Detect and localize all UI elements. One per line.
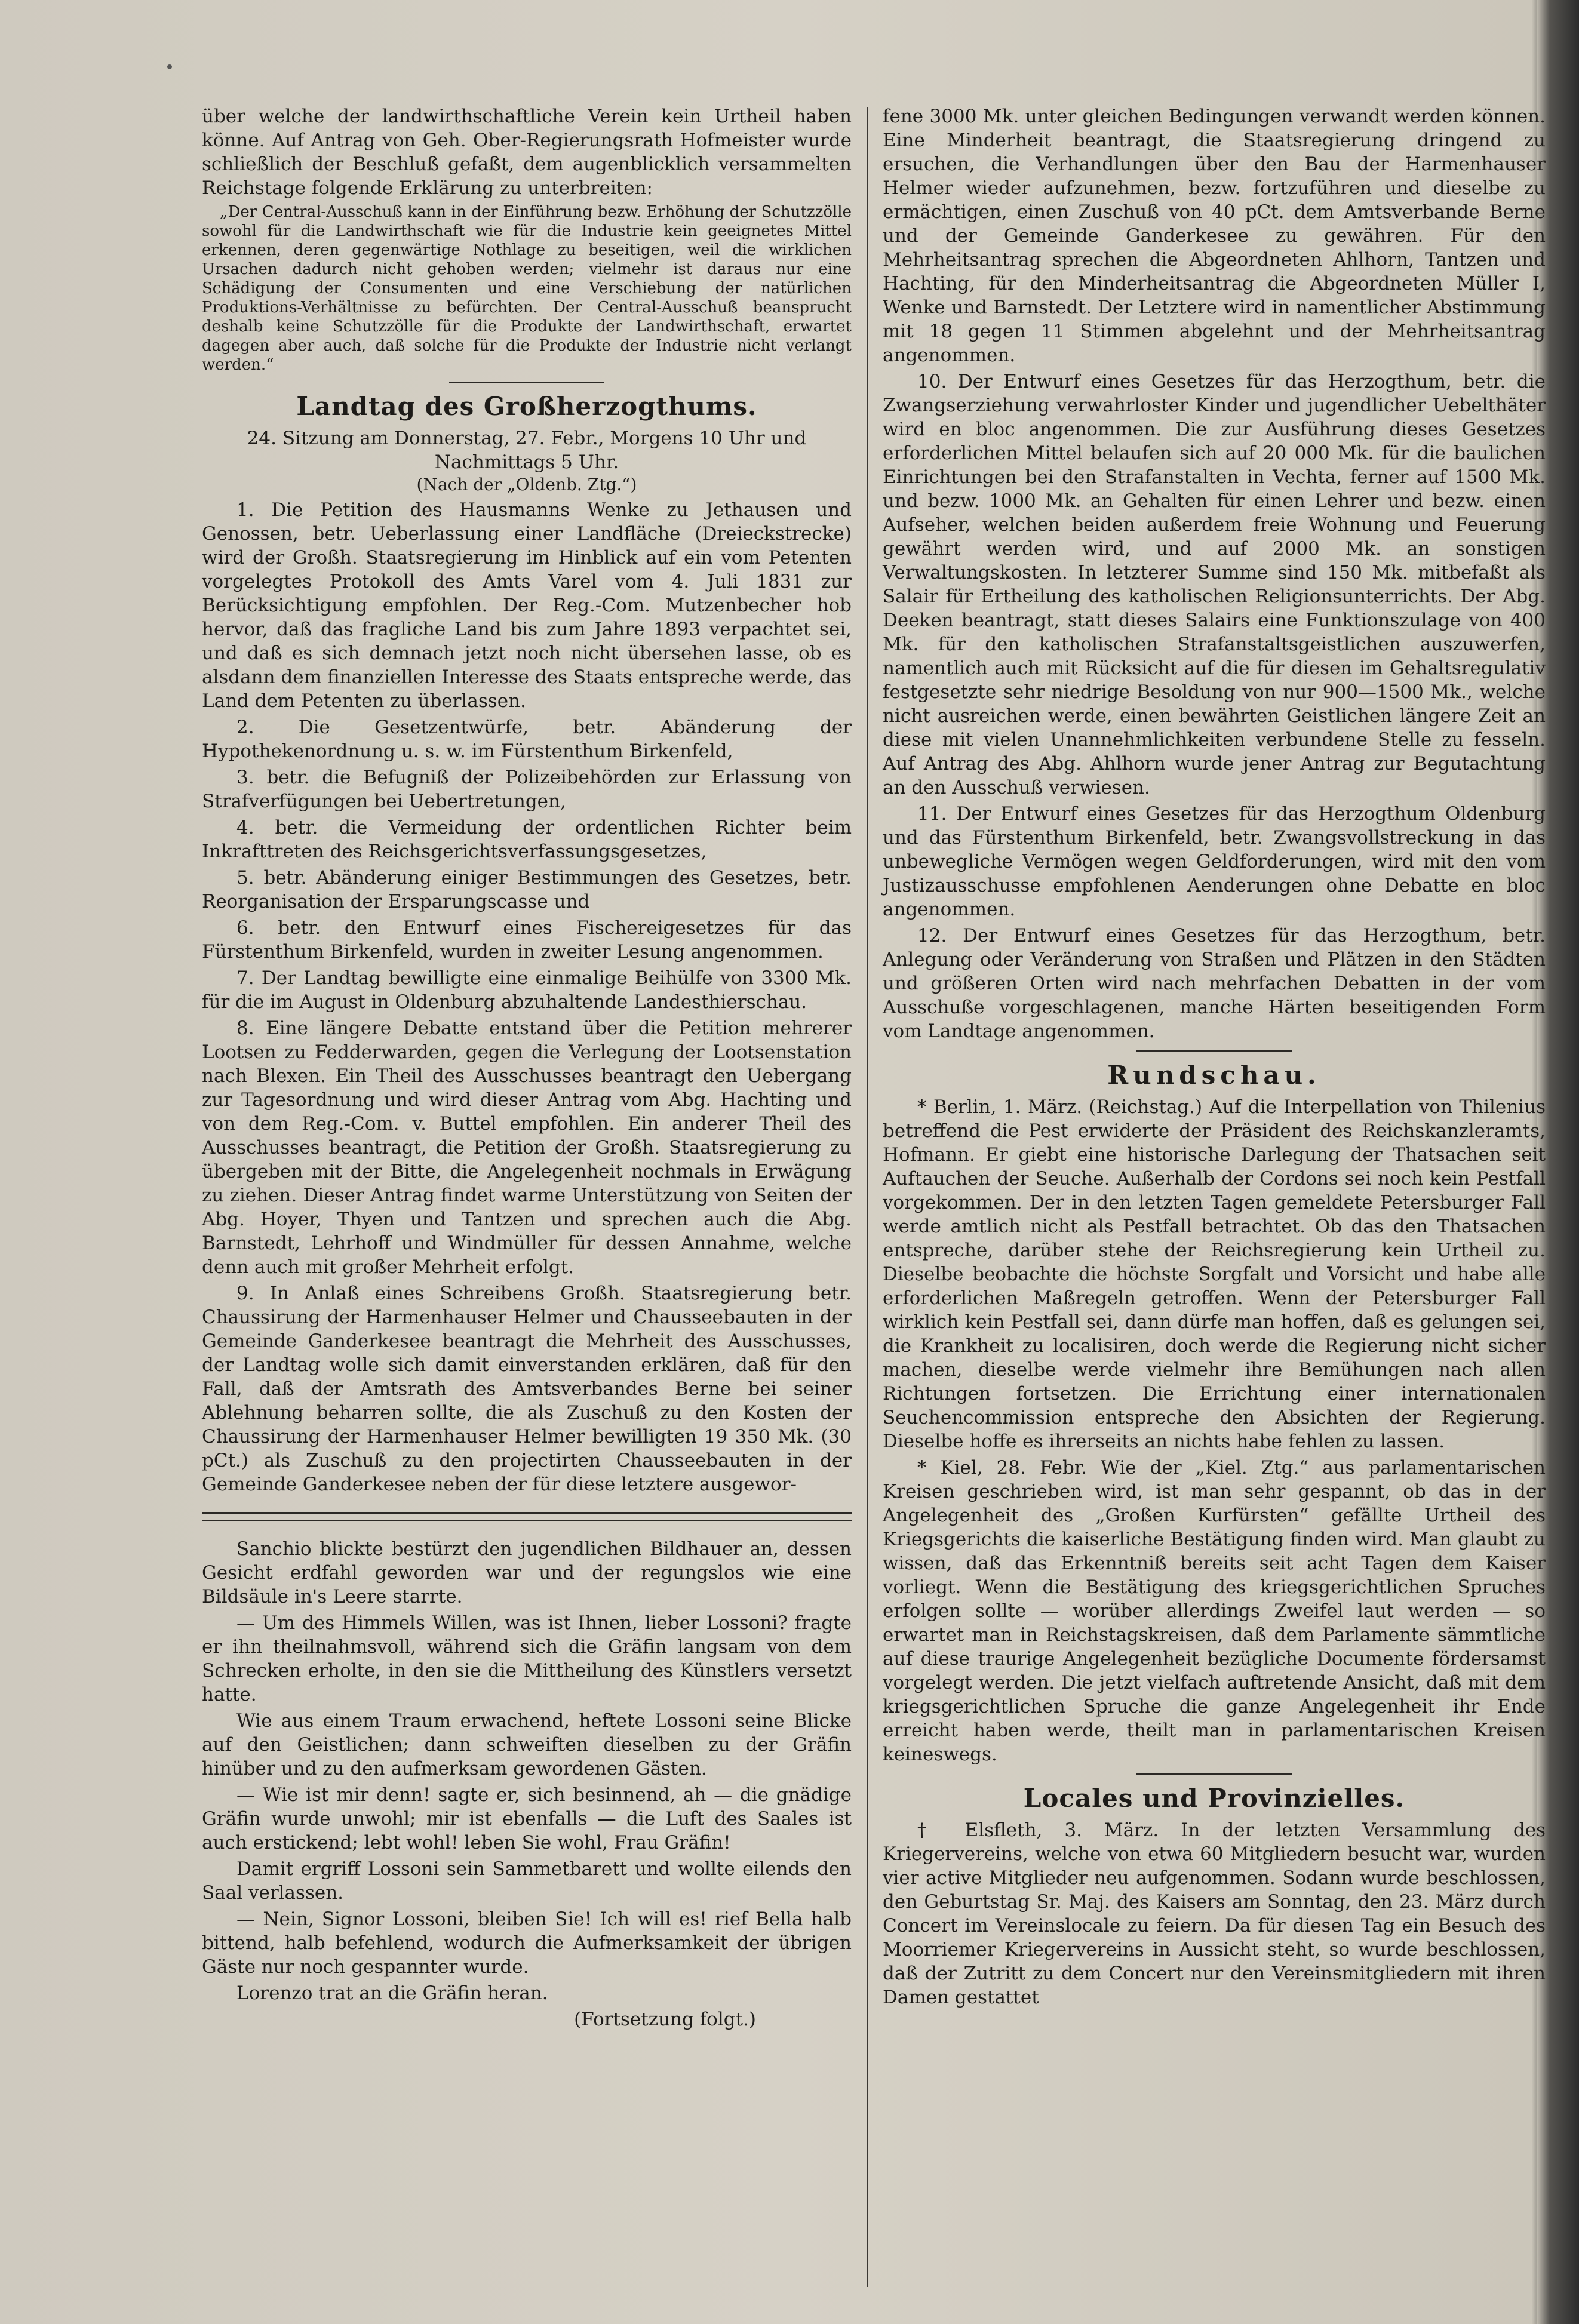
feuilleton-paragraph: — Wie ist mir denn! sagte er, sich besinnend, ah — die gnädige Gräfin wurde unwohl; mir ist ebenfalls — die Luft des Saales ist auch erstickend; lebt wohl! leben Sie wohl, Frau Gräfin! xyxy=(202,1784,852,1853)
feuilleton-paragraph: — Um des Himmels Willen, was ist Ihnen, lieber Lossoni? fragte er ihn theilnahmsvoll, während sich die Gräfin langsam von dem Schrecken erholte, in den sie die Mittheilung des Künstlers versetzt hatte. xyxy=(202,1612,852,1705)
agenda-item: 2. Die Gesetzentwürfe, betr. Abänderung der Hypothekenordnung u. s. w. im Fürstenthum Birkenfeld, xyxy=(202,717,852,762)
continuation-note: (Fortsetzung folgt.) xyxy=(574,2009,756,2030)
feuilleton-paragraph: Lorenzo trat an die Gräfin heran. xyxy=(236,1982,548,2004)
agenda-item-continued: fene 3000 Mk. unter gleichen Bedingungen verwandt werden können. Eine Minderheit beantragt, die Staatsregierung dringend zu ersuchen, die Verhandlungen über den Bau der Harmenhauser Helmer wieder aufzunehmen, bezw. fortzuführen und dieselbe zu ermächtigen, einen Zuschuß von 40 pCt. dem Amtsverbande Berne und der Gemeinde Ganderkesee zu gewähren. Für den Mehrheitsantrag sprechen die Abgeordneten Ahlhorn, Tantzen und Hachting, für den Minderheitsantrag die Abgeordneten Müller I, Wenke und Barnstedt. Der Letztere wird in namentlicher Abstimmung mit 18 gegen 11 Stimmen abgelehnt und der Mehrheitsantrag angenommen. xyxy=(883,106,1546,366)
agenda-item: 10. Der Entwurf eines Gesetzes für das Herzogthum, betr. die Zwangserziehung verwahrloster Kinder und jugendlicher Uebelthäter wird en bloc angenommen. Die zur Ausführung dieses Gesetzes erforderlichen Mittel belaufen sich auf 20 000 Mk. für die baulichen Einrichtungen bei den Strafanstalten in Vechta, ferner auf 1500 Mk. und bezw. 1000 Mk. an Gehalten für einen Lehrer und bezw. einen Aufseher, welchen beiden außerdem freie Wohnung und Feuerung gewährt werden wird, und auf 2000 Mk. an sonstigen Verwaltungskosten. In letzterer Summe sind 150 Mk. mitbefaßt als Salair für Ertheilung des katholischen Religionsunterrichts. Der Abg. Deeken beantragt, statt dieses Salairs eine Funktionszulage von 400 Mk. für den katholischen Strafanstaltsgeistlichen auszuwerfen, namentlich auch mit Rücksicht auf die für diesen im Gehaltsregulativ festgesetzte sehr niedrige Besoldung von nur 900—1500 Mk., welche nicht ausreichen werde, einen bewährten Geistlichen längere Zeit an diese mit vielen Unannehmlichkeiten verbundene Stelle zu fesseln. Auf Antrag des Abg. Ahlhorn wurde jener Antrag zur Begutachtung an den Ausschuß verwiesen. xyxy=(883,371,1546,798)
agenda-item: 6. betr. den Entwurf eines Fischereigesetzes für das Fürstenthum Birkenfeld, wurden in zweiter Lesung angenommen. xyxy=(202,917,852,963)
left-column xyxy=(202,104,852,2034)
agenda-item: 4. betr. die Vermeidung der ordentlichen Richter beim Inkrafttreten des Reichsgerichtsverfassungsgesetzes, xyxy=(202,817,852,862)
intro-paragraph: über welche der landwirthschaftliche Verein kein Urtheil haben könne. Auf Antrag von Geh. Ober-Regierungsrath Hofmeister wurde schließlich der Beschluß gefaßt, dem augenblicklich versammelten Reichstage folgende Erklärung zu unterbreiten: xyxy=(202,106,852,199)
agenda-item: 11. Der Entwurf eines Gesetzes für das Herzogthum Oldenburg und das Fürstenthum Birkenfeld, betr. Zwangsvollstreckung in das unbewegliche Vermögen wegen Geldforderungen, wird mit den vom Justizausschusse empfohlenen Aenderungen ohne Debatte en bloc angenommen. xyxy=(883,803,1546,920)
agenda-item: 9. In Anlaß eines Schreibens Großh. Staatsregierung betr. Chaussirung der Harmenhauser Helmer und Chausseebauten in der Gemeinde Ganderkesee beantragt die Mehrheit des Ausschusses, der Landtag wolle sich damit einverstanden erklären, daß für den Fall, daß der Amtsrath des Amtsverbandes Berne bei seiner Ablehnung beharren sollte, die als Zuschuß zu den Kosten der Chaussirung der Harmenhauser Helmer bewilligten 19 350 Mk. (30 pCt.) als Zuschuß zu den projectirten Chausseebauten in der Gemeinde Ganderkesee neben der für diese letztere ausgewor- xyxy=(202,1283,852,1495)
feuilleton-paragraph: — Nein, Signor Lossoni, bleiben Sie! Ich will es! rief Bella halb bittend, halb befehlend, wodurch die Aufmerksamkeit der übrigen Gäste nur noch gespannter wurde. xyxy=(202,1908,852,1978)
source-note: (Nach der „Oldenb. Ztg.“) xyxy=(416,475,637,494)
session-line: 24. Sitzung am Donnerstag, 27. Febr., Morgens 10 Uhr und xyxy=(247,428,807,449)
section-divider xyxy=(1136,1050,1292,1052)
right-column xyxy=(883,104,1546,2012)
feuilleton-paragraph: Damit ergriff Lossoni sein Sammetbarett und wollte eilends den Saal verlassen. xyxy=(202,1858,852,1904)
landtag-heading: Landtag des Großherzogthums. xyxy=(296,392,757,421)
news-item: * Berlin, 1. März. (Reichstag.) Auf die Interpellation von Thilenius betreffend die Pest erwiderte der Präsident des Reichskanzleramts, Hofmann. Er giebt eine historische Darlegung der Thatsachen seit Auftauchen der Seuche. Außerhalb der Cordons sei noch kein Pestfall vorgekommen. Der in den letzten Tagen gemeldete Petersburger Fall werde amtlich nicht als Pestfall betrachtet. Ob das den Thatsachen entspreche, darüber stehe der Reichsregierung kein Urtheil zu. Dieselbe beobachte die höchste Sorgfalt und Vorsicht und habe alle erforderlichen Maßregeln getroffen. Wenn der Petersburger Fall wirklich kein Pestfall sei, dann dürfe man hoffen, daß es gelungen sei, die Krankheit zu localisiren, doch werde die Regierung nicht sicher machen, dieselbe werde vielmehr ihre Bemühungen nach allen Richtungen fortsetzen. Die Errichtung einer internationalen Seuchencommission entspreche den Absichten der Regierung. Dieselbe hoffe es ihrerseits an nichts habe fehlen zu lassen. xyxy=(883,1096,1546,1452)
section-divider xyxy=(1136,1773,1292,1775)
rundschau-heading: Rundschau. xyxy=(1107,1060,1321,1090)
agenda-item: 7. Der Landtag bewilligte eine einmalige Beihülfe von 3300 Mk. für die im August in Oldenburg abzuhaltende Landesthierschau. xyxy=(202,967,852,1013)
agenda-item: 3. betr. die Befugniß der Polizeibehörden zur Erlassung von Strafverfügungen bei Uebertretungen, xyxy=(202,767,852,812)
column-divider xyxy=(867,107,868,2287)
locales-heading: Locales und Provinzielles. xyxy=(1023,1784,1405,1813)
section-divider xyxy=(449,382,604,383)
central-committee-quote: „Der Central-Ausschuß kann in der Einführung bezw. Erhöhung der Schutzzölle sowohl für die Landwirthschaft wie für die Industrie kein geeignetes Mittel erkennen, deren gegenwärtige Nothlage zu beseitigen, weil die wirklichen Ursachen dadurch nicht gehoben werden; vielmehr ist daraus nur eine Schädigung der Consumenten und eine Verschiebung der natürlichen Produktions-Verhältnisse zu befürchten. Der Central-Ausschuß beansprucht deshalb keine Schutzzölle für die Produkte der Landwirthschaft, erwartet dagegen aber auch, daß solche für die Produkte der Industrie nicht verlangt werden.“ xyxy=(202,203,852,374)
agenda-item: 8. Eine längere Debatte entstand über die Petition mehrerer Lootsen zu Fedderwarden, gegen die Verlegung der Lootsenstation nach Blexen. Ein Theil des Ausschusses beantragt den Uebergang zur Tagesordnung und wird dieser Antrag vom Abg. Hachting und von dem Reg.-Com. v. Buttel empfohlen. Ein anderer Theil des Ausschusses beantragt, die Petition der Großh. Staatsregierung zu übergeben mit der Bitte, die Angelegenheit nochmals in Erwägung zu ziehen. Dieser Antrag findet warme Unterstützung von Seiten der Abg. Hoyer, Thyen und Tantzen und sprechen auch die Abg. Barnstedt, Lehrhoff und Windmüller für dessen Annahme, welche denn auch mit großer Mehrheit erfolgt. xyxy=(202,1017,852,1278)
news-item: * Kiel, 28. Febr. Wie der „Kiel. Ztg.“ aus parlamentarischen Kreisen geschrieben wird, ist man sehr gespannt, ob das in der Angelegenheit des „Großen Kurfürsten“ gefällte Urtheil des Kriegsgerichts die kaiserliche Bestätigung finden wird. Man glaubt zu wissen, daß das Erkenntniß bereits seit acht Tagen dem Kaiser vorliegt. Wenn die Bestätigung des kriegsgerichtlichen Spruches erfolgen sollte — worüber allerdings Zweifel laut werden — so erwartet man in Reichstagskreisen, daß dem Parlamente sämmtliche auf diese traurige Angelegenheit bezügliche Documente fördersamst vorgelegt werden. Die jetzt vielfach auftretende Ansicht, daß mit dem kriegsgerichtlichen Spruche die ganze Angelegenheit ihr Ende erreicht haben werde, theilt man in parlamentarischen Kreisen keineswegs. xyxy=(883,1457,1546,1765)
feuilleton-paragraph: Wie aus einem Traum erwachend, heftete Lossoni seine Blicke auf den Geistlichen; dann schweiften dieselben zu der Gräfin hinüber und zu den aufmerksam gewordenen Gästen. xyxy=(202,1710,852,1779)
feuilleton-divider xyxy=(202,1512,852,1521)
agenda-item: 12. Der Entwurf eines Gesetzes für das Herzogthum, betr. Anlegung oder Veränderung von Straßen und Plätzen in den Städten und größeren Orten wird nach mehrfachen Debatten in der vom Ausschuße vorgeschlagenen, manche Härten beseitigenden Form vom Landtage angenommen. xyxy=(883,925,1546,1042)
paper-speck xyxy=(167,64,172,69)
feuilleton-paragraph: Sanchio blickte bestürzt den jugendlichen Bildhauer an, dessen Gesicht erdfahl geworden war und der regungslos wie eine Bildsäule in's Leere starrte. xyxy=(202,1538,852,1607)
session-line-2: Nachmittags 5 Uhr. xyxy=(434,451,619,473)
agenda-item: 1. Die Petition des Hausmanns Wenke zu Jethausen und Genossen, betr. Ueberlassung einer Landfläche (Dreieckstrecke) wird der Großh. Staatsregierung im Hinblick auf ein vom Petenten vorgelegtes Protokoll des Amts Varel vom 4. Juli 1831 zur Berücksichtigung empfohlen. Der Reg.-Com. Mutzenbecher hob hervor, daß das fragliche Land bis zum Jahre 1893 verpachtet sei, und daß es sich demnach jetzt noch nicht übersehen lasse, ob es alsdann dem finanziellen Interesse des Staats entspreche werde, das Land dem Petenten zu überlassen. xyxy=(202,499,852,712)
agenda-item: 5. betr. Abänderung einiger Bestimmungen des Gesetzes, betr. Reorganisation der Ersparungscasse und xyxy=(202,867,852,912)
local-news-item: † Elsfleth, 3. März. In der letzten Versammlung des Kriegervereins, welche von etwa 60 Mitgliedern besucht war, wurden vier active Mitglieder neu aufgenommen. Sodann wurde beschlossen, den Geburtstag Sr. Maj. des Kaisers am Sonntag, den 23. März durch Concert im Vereinslocale zu feiern. Da für diesen Tag ein Besuch des Moorriemer Kriegervereins in Aussicht steht, so wurde beschlossen, daß der Zutritt zu dem Concert nur den Vereinsmitgliedern mit ihren Damen gestattet xyxy=(883,1819,1546,2008)
